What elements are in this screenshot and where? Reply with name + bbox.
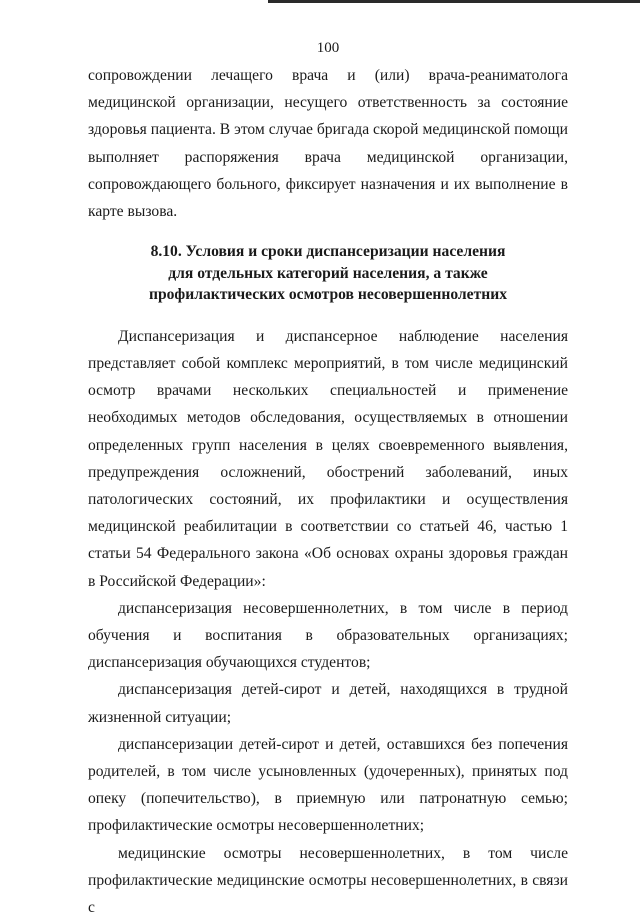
section-paragraph: Диспансеризация и диспансерное наблюдение населения представляет собой комплекс мероприятий, в том числе медицинский осмотр врачами нескольких специальностей и применение необходимых методов обследования, осуществляемых в отношении определенных групп населения в целях своевременного выявления, предупреждения осложнений, обострений заболеваний, иных патологических состояний, их профилактики и осуществления медицинской реабилитации в соответствии со статьей 46, частью 1 статьи 54 Федерального закона «Об основах охраны здоровья граждан в Российской Федерации»:	[88, 327, 568, 590]
intro-paragraph: сопровождении лечащего врача и (или) врача-реаниматолога медицинской организации, несущего ответственность за состояние здоровья пациента. В этом случае бригада скорой медицинской помощи выполняет распоряжения врача медицинской организации, сопровождающего больного, фиксирует назначения и их выполнение в карте вызова.	[88, 67, 568, 221]
list-item: диспансеризация детей-сирот и детей, находящихся в трудной жизненной ситуации;	[88, 681, 568, 726]
list-item: диспансеризации детей-сирот и детей, оставшихся без попечения родителей, в том числе усыновленных (удочеренных), принятых под опеку (попечительство), в приемную или патронатную семью; профилактические осмотры несовершеннолетних;	[88, 735, 568, 835]
page-number: 100	[316, 40, 340, 56]
document-body	[88, 62, 568, 921]
section-heading-line: для отдельных категорий населения, а также	[168, 264, 488, 282]
top-edge-rule	[268, 0, 640, 3]
section-heading-line: профилактических осмотров несовершеннолетних	[148, 286, 508, 304]
section-heading	[88, 241, 568, 306]
list-item: медицинские осмотры несовершеннолетних, в том числе профилактические медицинские осмотры несовершеннолетних, в связи с	[88, 844, 568, 916]
list-item: диспансеризация несовершеннолетних, в том числе в период обучения и воспитания в образовательных организациях; диспансеризация обучающихся студентов;	[88, 599, 568, 672]
section-heading-line: 8.10. Условия и сроки диспансеризации населения	[150, 243, 506, 261]
